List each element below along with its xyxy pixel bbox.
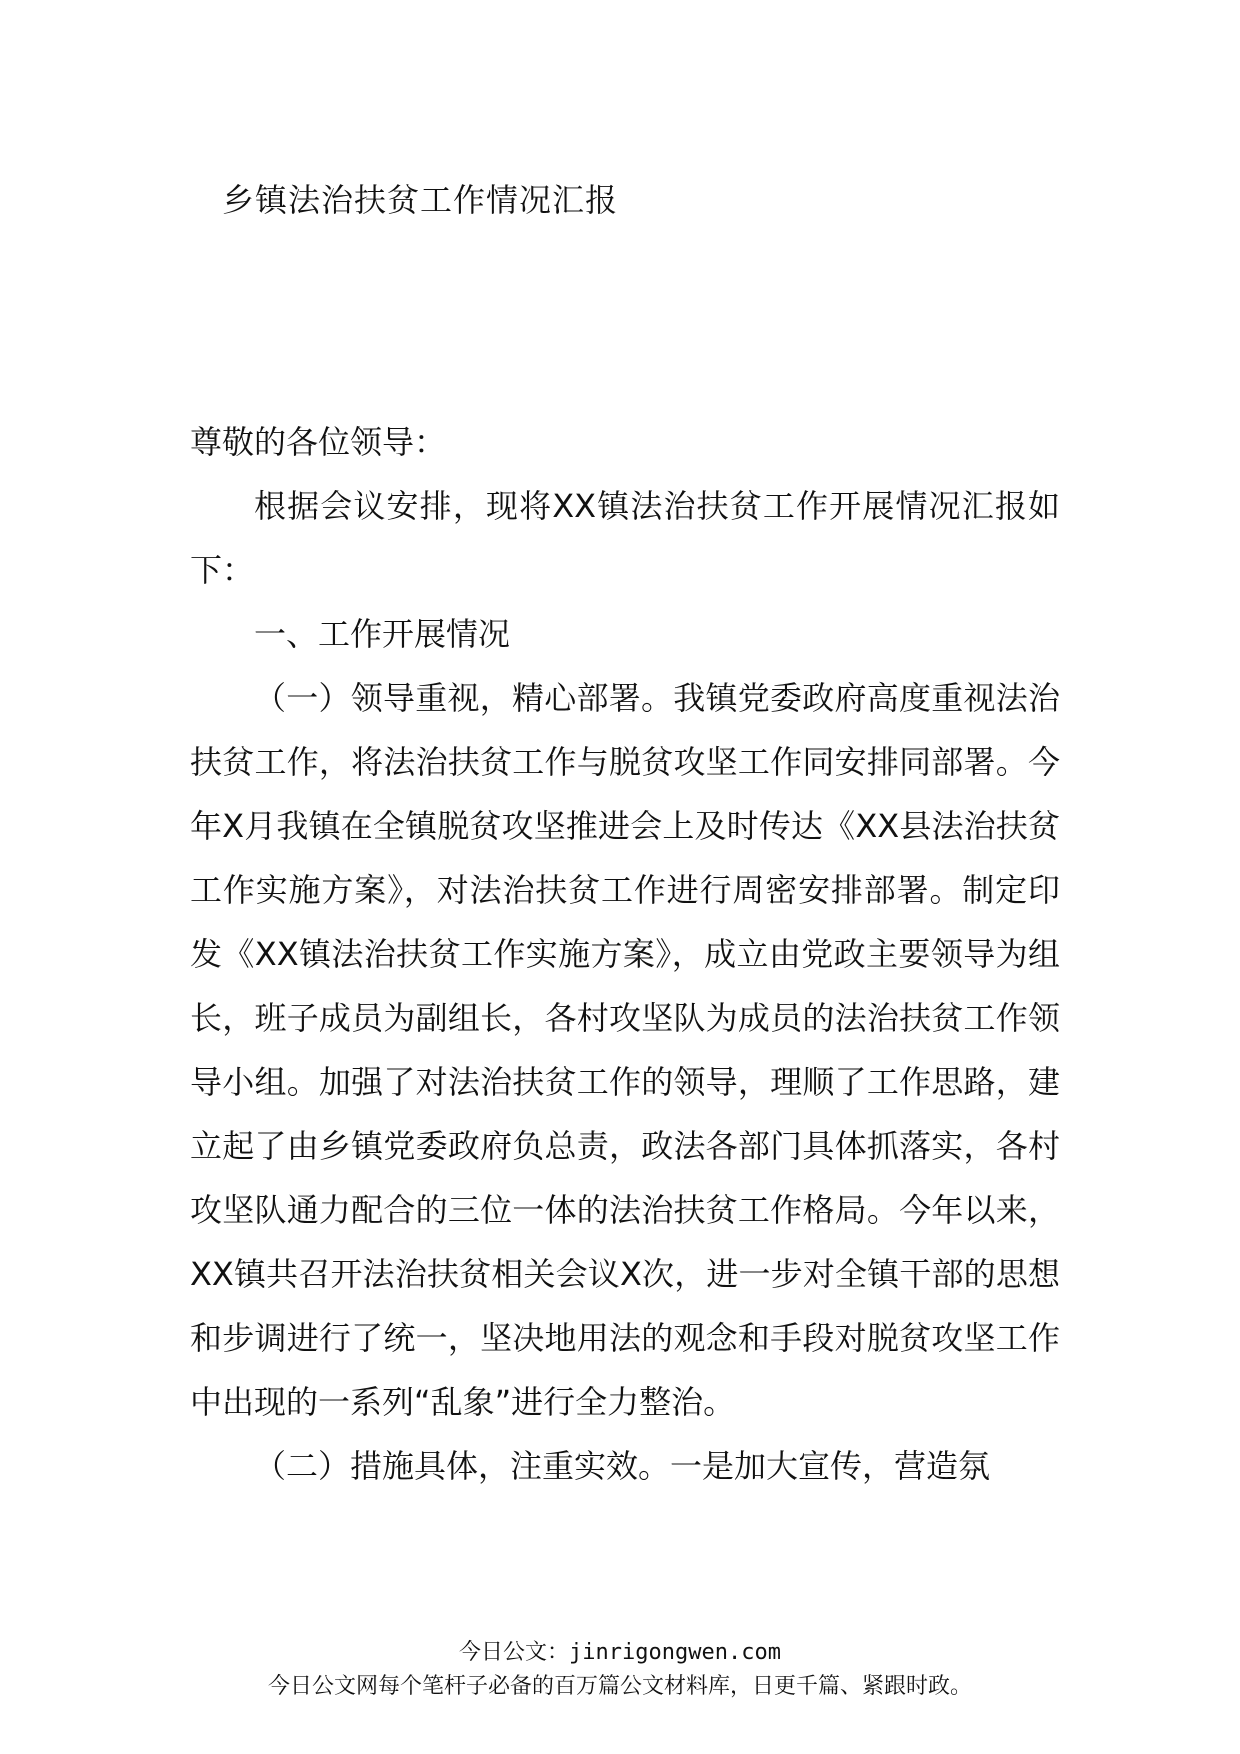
footer-site-label: 今日公文： xyxy=(459,1640,570,1665)
document-body xyxy=(190,410,1060,1498)
salutation: 尊敬的各位领导： xyxy=(190,423,447,461)
page-footer xyxy=(0,1636,1240,1704)
footer-site-line xyxy=(0,1636,1240,1670)
footer-slogan: 今日公文网每个笔杆子必备的百万篇公文材料库，日更千篇、紧跟时政。 xyxy=(267,1674,972,1699)
paragraph-section-1: （一）领导重视，精心部署。我镇党委政府高度重视法治扶贫工作，将法治扶贫工作与脱贫攻坚工作同安排同部署。今年X月我镇在全镇脱贫攻坚推进会上及时传达《XX县法治扶贫工作实施方案》，对法治扶贫工作进行周密安排部署。制定印发《XX镇法治扶贫工作实施方案》，成立由党政主要领导为组长，班子成员为副组长，各村攻坚队为成员的法治扶贫工作领导小组。加强了对法治扶贫工作的领导，理顺了工作思路，建立起了由乡镇党委政府负总责，政法各部门具体抓落实，各村攻坚队通力配合的三位一体的法治扶贫工作格局。今年以来，XX镇共召开法治扶贫相关会议X次，进一步对全镇干部的思想和步调进行了统一，坚决地用法的观念和手段对脱贫攻坚工作中出现的一系列“乱象”进行全力整治。 xyxy=(190,679,1060,1421)
paragraph-section-2: （二）措施具体，注重实效。一是加大宣传，营造氛 xyxy=(254,1447,991,1485)
footer-site-link[interactable]: jinrigongwen.com xyxy=(569,1640,781,1665)
paragraph-intro: 根据会议安排，现将XX镇法治扶贫工作开展情况汇报如下： xyxy=(190,487,1060,589)
section-heading: 一、工作开展情况 xyxy=(254,615,511,653)
document-title: 乡镇法治扶贫工作情况汇报 xyxy=(222,181,619,219)
